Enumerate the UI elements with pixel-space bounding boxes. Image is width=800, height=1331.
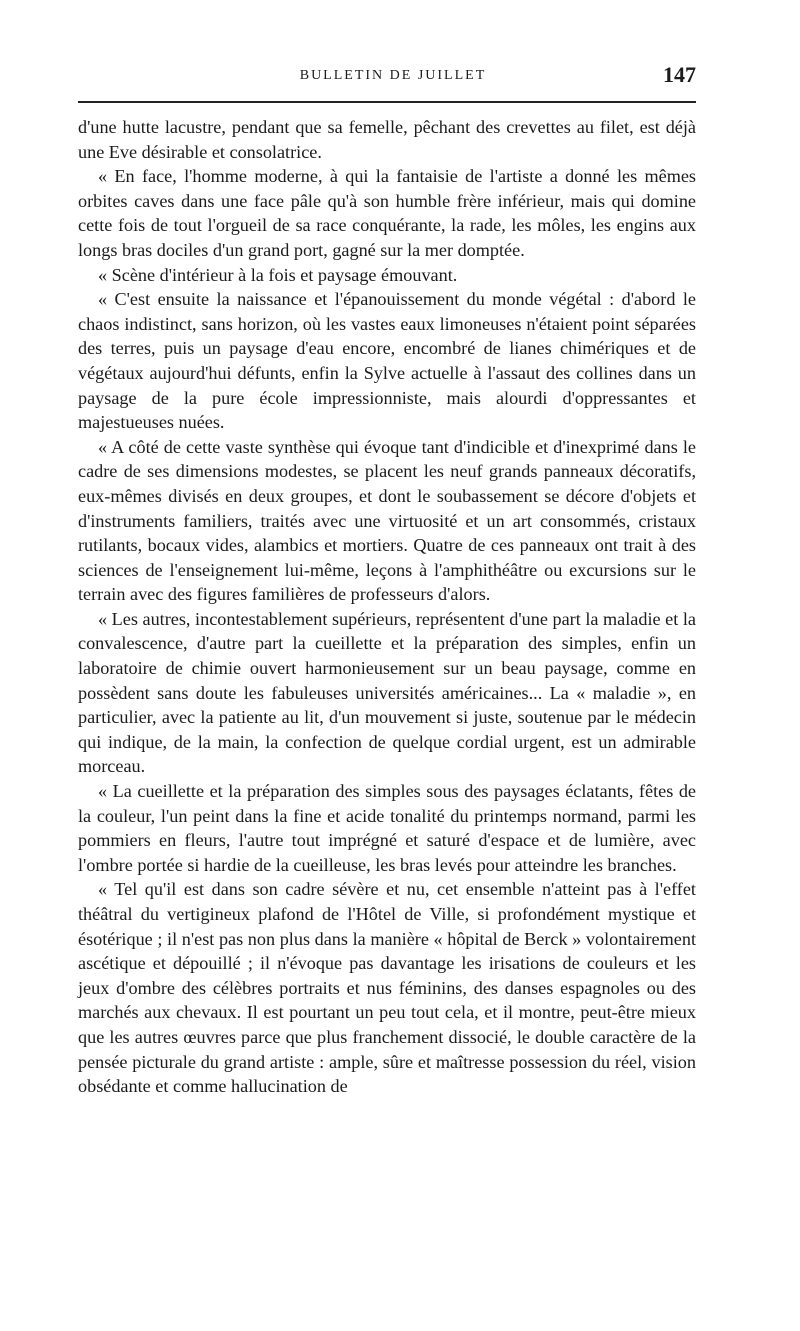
body-text (78, 115, 696, 1099)
running-title: BULLETIN DE JUILLET (299, 68, 487, 83)
page-number: 147 (663, 62, 696, 87)
paragraph: « C'est ensuite la naissance et l'épanouissement du monde végétal : d'abord le chaos indistinct, sans horizon, où les vastes eaux limoneuses n'étaient point séparées des terres, puis un paysage d'eau encore, encombré de lianes chimériques et de végétaux aujourd'hui défunts, enfin la Sylve actuelle à l'assaut des collines dans un paysage de la pure école impressionniste, mais alourdi d'oppressantes et majestueuses nuées. (78, 289, 696, 433)
running-header (80, 62, 696, 98)
header-rule (78, 101, 696, 103)
paragraph: « Tel qu'il est dans son cadre sévère et nu, cet ensemble n'atteint pas à l'effet théâtral du vertigineux plafond de l'Hôtel de Ville, si profondément mystique et ésotérique ; il n'est pas non plus dans la manière « hôpital de Berck » volontairement ascétique et dépouillé ; il n'évoque pas davantage les irisations de couleurs et les jeux d'ombre des célèbres portraits et nus féminins, des danses espagnoles ou des marchés aux chevaux. Il est pourtant un peu tout cela, et il montre, peut-être mieux que les autres œuvres parce que plus franchement dissocié, le double caractère de la pensée picturale du grand artiste : ample, sûre et maîtresse possession du réel, vision obsédante et comme hallucination de (78, 879, 696, 1097)
paragraph: « A côté de cette vaste synthèse qui évoque tant d'indicible et d'inexprimé dans le cadre de ses dimensions modestes, se placent les neuf grands panneaux décoratifs, eux-mêmes divisés en deux groupes, et dont le soubassement se décore d'objets et d'instruments familiers, traités avec une virtuosité et un art consommés, cristaux rutilants, bocaux vides, alambics et mortiers. Quatre de ces panneaux ont trait à des sciences de l'enseignement lui-même, leçons à l'amphithéâtre ou excursions sur le terrain avec des figures familières de professeurs d'alors. (78, 436, 696, 605)
paragraph: « Les autres, incontestablement supérieurs, représentent d'une part la maladie et la convalescence, d'autre part la cueillette et la préparation des simples, enfin un laboratoire de chimie ouvert harmonieusement sur un beau paysage, comme en possèdent sans doute les fabuleuses universités américaines... La « maladie », en particulier, avec la patiente au lit, d'un mouvement si juste, soutenue par le médecin qui indique, de la main, la confection de quelque cordial urgent, est un admirable morceau. (78, 608, 696, 777)
paragraph: « En face, l'homme moderne, à qui la fantaisie de l'artiste a donné les mêmes orbites caves dans une face pâle qu'à son humble frère inférieur, mais qui domine cette fois de tout l'orgueil de sa race conquérante, la rade, les môles, les engins aux longs bras dociles d'un grand port, gagné sur la mer domptée. (78, 166, 696, 260)
paragraph: « Scène d'intérieur à la fois et paysage émouvant. (98, 264, 458, 285)
paragraph-continuation: d'une hutte lacustre, pendant que sa femelle, pêchant des crevettes au filet, est déjà une Eve désirable et consolatrice. (78, 117, 696, 162)
paragraph: « La cueillette et la préparation des simples sous des paysages éclatants, fêtes de la couleur, l'un peint dans la fine et acide tonalité du printemps normand, parmi les pommiers en fleurs, l'autre tout imprégné et saturé d'espace et de lumière, avec l'ombre portée si hardie de la cueilleuse, les bras levés pour atteindre les branches. (78, 781, 696, 875)
